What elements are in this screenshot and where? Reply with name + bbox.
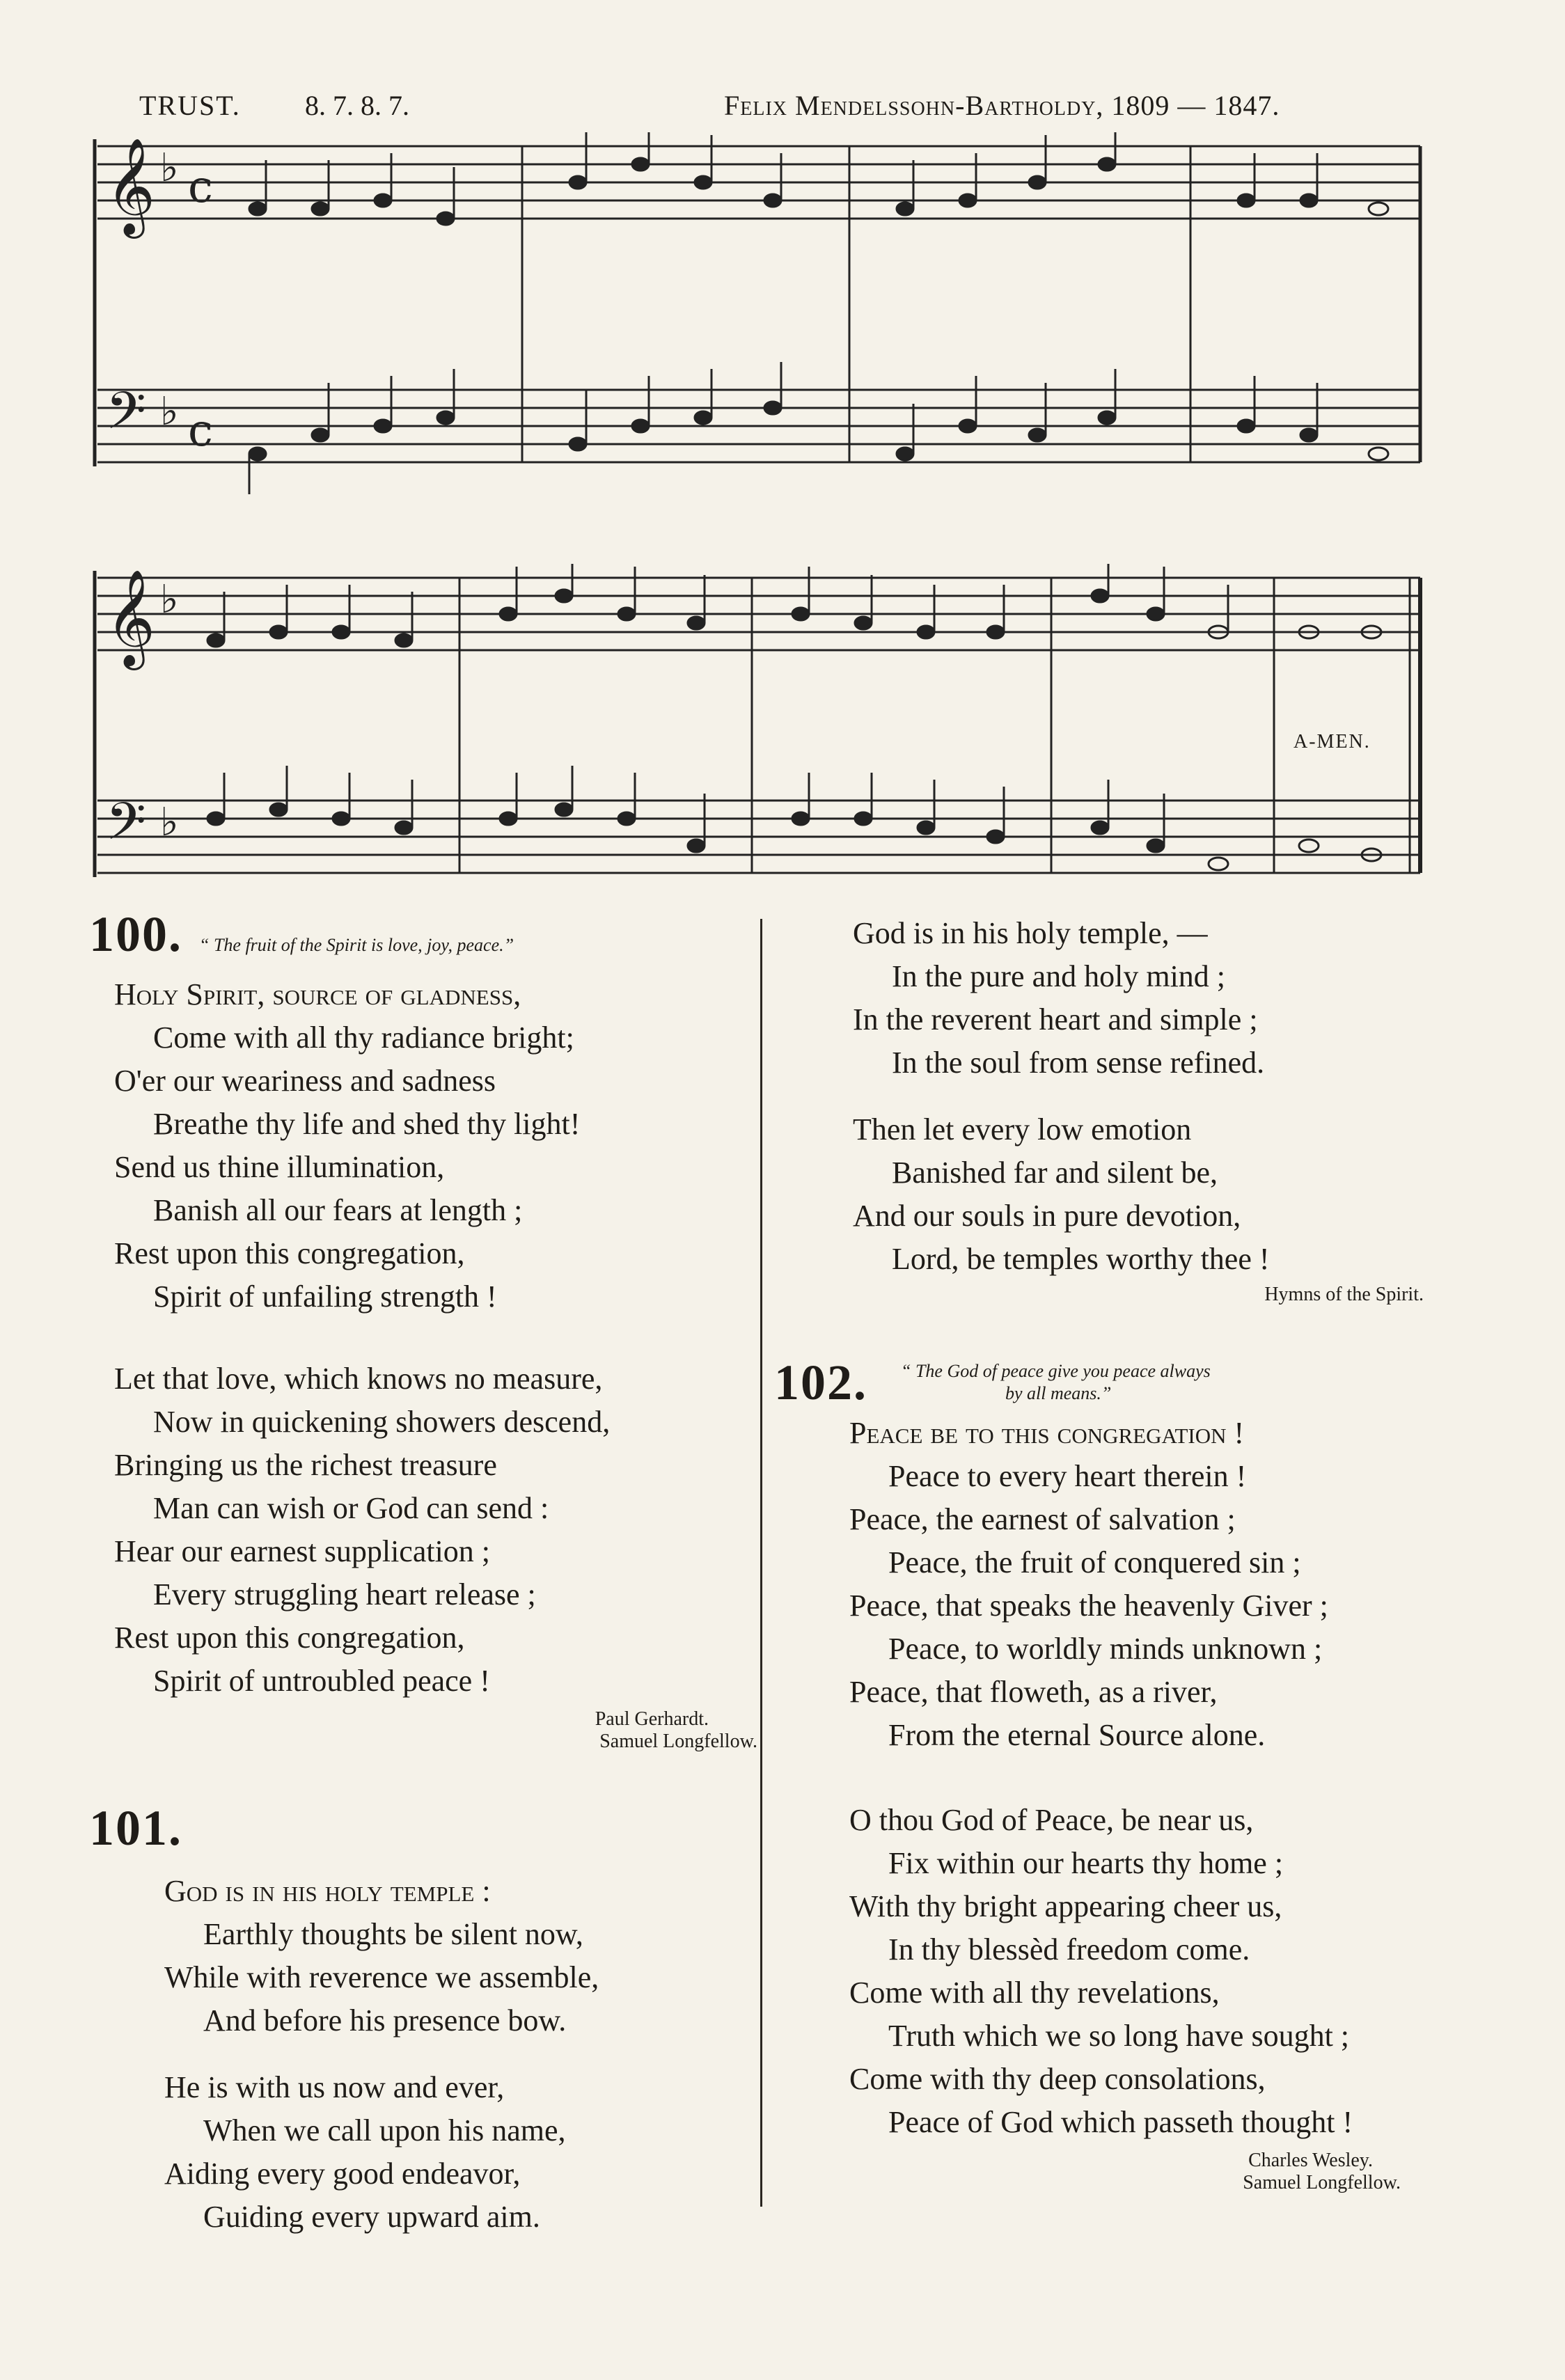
verse-line: Man can wish or God can send :	[153, 1491, 549, 1525]
epigraph-line: by all means.”	[1005, 1383, 1112, 1403]
verse-line: Rest upon this congregation,	[114, 1236, 465, 1270]
verse-line: Rest upon this congregation,	[114, 1621, 465, 1655]
composer-credit: Felix Mendelssohn-Bartholdy, 1809 — 1847.	[724, 90, 1280, 121]
verse-line: God is in his holy temple :	[164, 1874, 491, 1908]
tune-name: TRUST.	[139, 90, 241, 121]
verse-line: Peace, the fruit of conquered sin ;	[888, 1545, 1301, 1579]
verse-line: God is in his holy temple, —	[853, 916, 1208, 950]
verse-line: Holy Spirit, source of gladness,	[114, 977, 521, 1011]
verse-line: Peace, that speaks the heavenly Giver ;	[849, 1589, 1328, 1623]
hymn-epigraph: “ The fruit of the Spirit is love, joy, peace.”	[199, 935, 514, 955]
svg-text:c: c	[188, 405, 213, 457]
amen-lyric: A-MEN.	[1293, 731, 1371, 752]
verse-line: Fix within our hearts thy home ;	[888, 1846, 1284, 1880]
stanza	[114, 1357, 771, 1703]
stanza	[164, 1870, 750, 2042]
verse-line: O thou God of Peace, be near us,	[849, 1803, 1254, 1837]
svg-text:𝄢: 𝄢	[106, 791, 146, 865]
verse-line: Earthly thoughts be silent now,	[203, 1917, 583, 1951]
hymn-number: 101.	[89, 1800, 182, 1856]
svg-text:♭: ♭	[160, 147, 179, 190]
stanza	[853, 912, 1465, 1085]
hymn-epigraph	[901, 1360, 1211, 1405]
stanza	[849, 1412, 1470, 1757]
verse-line: In the reverent heart and simple ;	[853, 1002, 1258, 1037]
verse-line: In thy blessèd freedom come.	[888, 1932, 1250, 1967]
svg-text:♭: ♭	[160, 578, 179, 622]
music-system-1	[91, 132, 1427, 494]
verse-line: Guiding every upward aim.	[203, 2200, 540, 2234]
stanza	[164, 2066, 750, 2239]
hymn-102	[774, 1357, 1470, 2194]
verse-line: Every struggling heart release ;	[153, 1577, 536, 1611]
author-name: Hymns of the Spirit.	[1264, 1284, 1424, 1305]
hymn-number: 102.	[774, 1355, 867, 1410]
music-system-2	[91, 564, 1427, 898]
verse-line: Bringing us the richest treasure	[114, 1448, 497, 1482]
author-name: Samuel Longfellow.	[1243, 2172, 1401, 2193]
verse-line: Spirit of untroubled peace !	[153, 1664, 490, 1698]
verse-line: Banish all our fears at length ;	[153, 1193, 523, 1227]
svg-text:𝄢: 𝄢	[106, 381, 146, 454]
verse-line: Come with all thy revelations,	[849, 1976, 1220, 2010]
verse-line: Send us thine illumination,	[114, 1150, 445, 1184]
verse-line: Lord, be temples worthy thee !	[892, 1242, 1270, 1276]
verse-line: In the pure and holy mind ;	[892, 959, 1226, 993]
verse-line: Peace of God which passeth thought !	[888, 2105, 1353, 2139]
verse-line: He is with us now and ever,	[164, 2070, 505, 2104]
verse-line: Peace, to worldly minds unknown ;	[888, 1632, 1323, 1666]
verse-line: Truth which we so long have sought ;	[888, 2019, 1350, 2053]
verse-line: While with reverence we assemble,	[164, 1960, 599, 1994]
verse-line: When we call upon his name,	[203, 2113, 566, 2147]
verse-line: With thy bright appearing cheer us,	[849, 1889, 1282, 1923]
author-name: Paul Gerhardt.	[595, 1708, 709, 1730]
stanza	[849, 1799, 1470, 2144]
hymn-authors	[774, 2150, 1401, 2194]
svg-text:c: c	[188, 161, 213, 213]
hymn-authors	[89, 1708, 757, 1753]
hymn-100	[89, 906, 771, 1753]
verse-line: Aiding every good endeavor,	[164, 2157, 521, 2191]
verse-line: Now in quickening showers descend,	[153, 1405, 611, 1439]
hymn-101-continued	[853, 912, 1465, 1306]
verse-line: Peace to every heart therein !	[888, 1459, 1247, 1493]
verse-line: Banished far and silent be,	[892, 1156, 1218, 1190]
stanza	[853, 1108, 1465, 1281]
verse-line: Come with thy deep consolations,	[849, 2062, 1266, 2096]
verse-line: Peace be to this congregation !	[849, 1416, 1245, 1450]
svg-text:♭: ♭	[160, 391, 179, 434]
author-name: Samuel Longfellow.	[599, 1731, 757, 1752]
verse-line: Let that love, which knows no measure,	[114, 1362, 603, 1396]
author-name: Charles Wesley.	[1248, 2150, 1373, 2171]
verse-line: Peace, that floweth, as a river,	[849, 1675, 1218, 1709]
hymn-number: 100.	[89, 906, 182, 962]
verse-line: O'er our weariness and sadness	[114, 1064, 496, 1098]
verse-line: Then let every low emotion	[853, 1112, 1192, 1146]
verse-line: And our souls in pure devotion,	[853, 1199, 1241, 1233]
verse-line: Spirit of unfailing strength !	[153, 1279, 497, 1314]
epigraph-line: “ The God of peace give you peace always	[901, 1361, 1211, 1381]
svg-text:♭: ♭	[160, 801, 179, 844]
svg-text:𝄞: 𝄞	[106, 569, 155, 666]
verse-line: Come with all thy radiance bright;	[153, 1020, 574, 1055]
tune-meter: 8. 7. 8. 7.	[305, 90, 409, 121]
svg-text:𝄞: 𝄞	[106, 138, 155, 235]
stanza	[114, 973, 771, 1318]
hymn-101	[89, 1800, 750, 2239]
verse-line: Peace, the earnest of salvation ;	[849, 1502, 1236, 1536]
verse-line: And before his presence bow.	[203, 2003, 567, 2038]
verse-line: From the eternal Source alone.	[888, 1718, 1266, 1752]
verse-line: Hear our earnest supplication ;	[114, 1534, 491, 1568]
verse-line: In the soul from sense refined.	[892, 1046, 1265, 1080]
verse-line: Breathe thy life and shed thy light!	[153, 1107, 581, 1141]
